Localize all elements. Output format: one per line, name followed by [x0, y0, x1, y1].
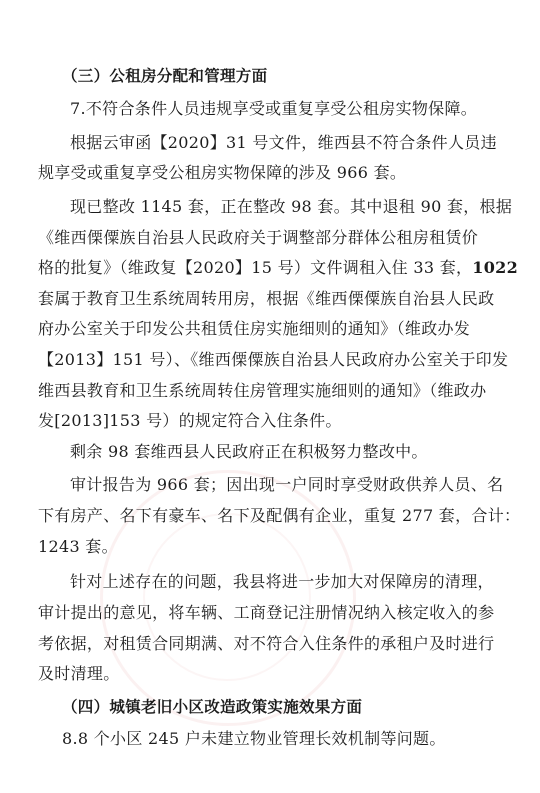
faint-seal-inner-ring	[143, 513, 311, 681]
paragraph-2-line-2: 《维西傈僳族自治县人民政府关于调整部分群体公租房租赁价	[38, 228, 479, 247]
paragraph-4-line-1: 审计报告为 966 套；因出现一户同时享受财政供养人员、名	[70, 475, 504, 494]
paragraph-5-line-3: 考依据，对租赁合同期满、对不符合入住条件的承租户及时进行	[38, 634, 495, 653]
paragraph-2-line-1: 现已整改 1145 套，正在整改 98 套。其中退租 90 套，根据	[70, 197, 513, 216]
item-8-title: 8.8 个小区 245 户未建立物业管理长效机制等问题。	[62, 729, 446, 748]
paragraph-2-line-3	[38, 258, 518, 278]
paragraph-2-line-6: 【2013】151 号）、《维西傈僳族自治县人民政府办公室关于印发	[38, 350, 509, 369]
paragraph-2-line-8: 发[2013]153 号）的规定符合入住条件。	[38, 411, 342, 430]
section-4-heading: （四）城镇老旧小区改造政策实施效果方面	[62, 698, 363, 716]
paragraph-5-line-1: 针对上述存在的问题，我县将进一步加大对保障房的清理，	[70, 572, 494, 591]
paragraph-4-line-3: 1243 套。	[38, 537, 118, 556]
paragraph-2-line-3-text: 格的批复》（维政复【2020】15 号）文件调租入住 33 套，	[38, 258, 473, 277]
item-7-title: 7.不符合条件人员违规享受或重复享受公租房实物保障。	[70, 99, 478, 118]
paragraph-3-line-1: 剩余 98 套维西县人民政府正在积极努力整改中。	[70, 442, 428, 461]
paragraph-5-line-4: 及时清理。	[38, 664, 120, 683]
section-3-heading: （三）公租房分配和管理方面	[62, 67, 268, 85]
paragraph-2-line-4: 套属于教育卫生系统周转用房，根据《维西傈僳族自治县人民政	[38, 289, 495, 308]
paragraph-1-line-2: 规享受或重复享受公租房实物保障的涉及 966 套。	[38, 163, 407, 182]
paragraph-2-line-5: 府办公室关于印发公共租赁住房实施细则的通知》（维政办发	[38, 319, 471, 338]
paragraph-2-line-7: 维西县教育和卫生系统周转住房管理实施细则的通知》（维政办	[38, 381, 487, 400]
paragraph-5-line-2: 审计提出的意见，将车辆、工商登记注册情况纳入核定收入的参	[38, 603, 495, 622]
paragraph-1-line-1: 根据云审函【2020】31 号文件，维西县不符合条件人员违	[70, 133, 497, 152]
paragraph-4-line-2: 下有房产、名下有豪车、名下及配偶有企业，重复 277 套，合计：	[38, 506, 521, 525]
paragraph-2-bold-number: 1022	[472, 258, 519, 277]
